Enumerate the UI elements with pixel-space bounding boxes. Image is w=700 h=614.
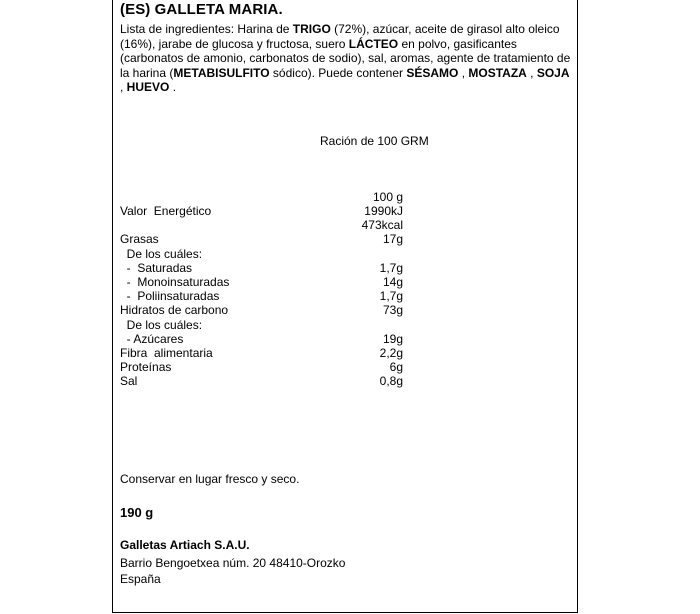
ingredient-text: . (169, 80, 177, 94)
portion-label: Ración de 100 GRM (320, 134, 429, 148)
net-weight: 190 g (120, 505, 154, 520)
nutrition-row-value: 17g (382, 232, 403, 247)
nutrition-row (120, 374, 420, 388)
ingredient-text: , (458, 65, 469, 80)
allergen-text: LÁCTEO (348, 36, 399, 51)
ingredient-text: en polvo, gasificantes (carbonatos de amonio, carbonatos de sodio), sal, aromas, agente de tratamiento de la harina ( (120, 36, 571, 80)
allergen-text: SÉSAMO (406, 65, 459, 80)
nutrition-row (120, 289, 420, 303)
nutrition-row-value: 19g (382, 331, 403, 346)
nutrition-row-value: 6g (389, 360, 403, 375)
nutrition-row (120, 360, 420, 374)
nutrition-row-value: 1990kJ (364, 204, 403, 218)
nutrition-row-label: Fibra alimentaria (120, 346, 213, 360)
allergen-text: MOSTAZA (468, 65, 527, 80)
nutrition-row-value: 473kcal (361, 218, 403, 233)
allergen-text: METABISULFITO (173, 65, 270, 80)
nutrition-row (120, 318, 420, 332)
nutrition-row (120, 332, 420, 346)
nutrition-header-value: 100 g (372, 190, 403, 204)
nutrition-row-label: Sal (120, 374, 138, 389)
company-country: España (120, 572, 161, 586)
nutrition-row (120, 232, 420, 246)
nutrition-row-label: Valor Energético (120, 204, 212, 218)
ingredients-list (120, 22, 572, 95)
nutrition-row-label: - Azúcares (120, 331, 184, 346)
nutrition-row-label: - Saturadas (120, 260, 193, 275)
nutrition-row-label: Proteínas (120, 360, 172, 375)
nutrition-row-label: - Monoinsaturadas (120, 275, 230, 289)
ingredient-text: , (120, 80, 127, 94)
nutrition-row (120, 261, 420, 275)
nutrition-row-value: 1,7g (379, 289, 403, 304)
nutrition-row (120, 247, 420, 261)
ingredient-text: sódico). Puede contener (269, 65, 407, 80)
nutrition-row-value: 0,8g (379, 374, 403, 389)
product-title: (ES) GALLETA MARIA. (120, 1, 283, 18)
nutrition-row (120, 303, 420, 317)
nutrition-row-value: 2,2g (379, 346, 403, 360)
nutrition-row-value: 73g (382, 303, 403, 318)
nutrition-row (120, 275, 420, 289)
allergen-text: TRIGO (292, 22, 331, 36)
allergen-text: HUEVO (126, 80, 170, 94)
company-name: Galletas Artiach S.A.U. (120, 538, 250, 552)
nutrition-row (120, 218, 420, 232)
storage-instructions: Conservar en lugar fresco y seco. (120, 472, 300, 486)
nutrition-row-label: Grasas (120, 232, 159, 247)
nutrition-row-value: 14g (382, 275, 403, 289)
ingredient-text: , (526, 65, 537, 80)
ingredient-text: Lista de ingredientes: Harina de (120, 22, 293, 36)
ingredient-text: (72%), azúcar, aceite de girasol alto oleico (16%), jarabe de glucosa y fructosa, suero (120, 22, 560, 51)
company-address: Barrio Bengoetxea núm. 20 48410-Orozko (120, 556, 346, 570)
nutrition-row-value: 1,7g (379, 260, 403, 275)
nutrition-row-label: De los cuáles: (120, 317, 203, 332)
nutrition-row-label: De los cuáles: (120, 246, 203, 261)
nutrition-row (120, 346, 420, 360)
nutrition-row-label: - Poliinsaturadas (120, 289, 220, 304)
allergen-text: SOJA (536, 65, 570, 80)
nutrition-row (120, 204, 420, 218)
nutrition-row-label: Hidratos de carbono (120, 303, 229, 318)
nutrition-header-row (120, 190, 420, 204)
